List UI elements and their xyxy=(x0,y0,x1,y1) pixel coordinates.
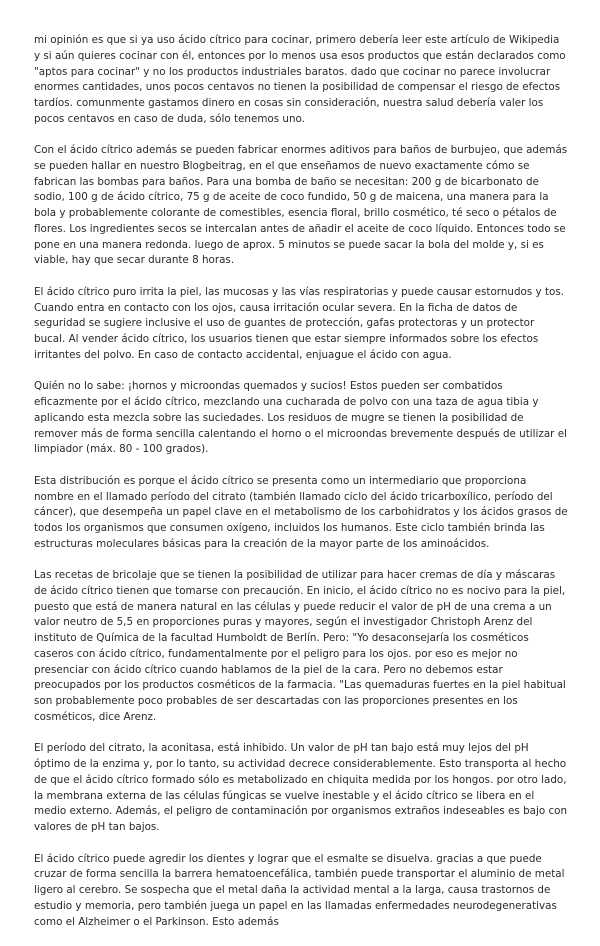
paragraph-citrate-cycle: Esta distribución es porque el ácido cítrico se presenta como un intermediario que proporciona nombre en el llamado período del citrato (también llamado ciclo del ácido tricarboxílico, período del cáncer), que desempeña un papel clave en el metabolismo de los carbohidratos y los ácidos grasos de todos los organismos que consumen oxígeno, incluidos los humanos. Este ciclo también brinda las estructuras moleculares básicas para la creación de la mayor parte de los aminoácidos. xyxy=(34,474,568,550)
paragraph-bath-bombs: Con el ácido cítrico además se pueden fabricar enormes aditivos para baños de burbujeo, que además se pueden hallar en nuestro Blogbeitrag, en el que enseñamos de nuevo exactamente cómo se fabrican las bombas para baños. Para una bomba de baño se necesitan: 200 g de bicarbonato de sodio, 100 g de ácido cítrico, 75 g de aceite de coco fundido, 50 g de maicena, una manera para la bola y probablemente colorante de comestibles, esencia floral, brillo cosmético, té seco o pétalos de flores. Los ingredientes secos se intercalan antes de añadir el aceite de coco líquido. Entonces todo se pone en una manera redonda. luego de aprox. 5 minutos se puede sacar la bola del molde y, si es viable, hay que secar durante 8 horas. xyxy=(34,144,568,267)
paragraph-aconitase: El período del citrato, la aconitasa, está inhibido. Un valor de pH tan bajo está muy lejos del pH óptimo de la enzima y, por lo tanto, su actividad decrece considerablemente. Esto transporta al hecho de que el ácido cítrico formado sólo es metabolizado en chiquita medida por los hongos. por otro lado, la membrana externa de las células fúngicas se vuelve inestable y el ácido cítrico se libera en el medio externo. Además, el peligro de contaminación por organismos extraños indeseables es bajo con valores de pH tan bajos. xyxy=(34,742,568,834)
document-body xyxy=(34,33,568,946)
paragraph-irritation: El ácido cítrico puro irrita la piel, las mucosas y las vías respiratorias y puede causar estornudos y tos. Cuando entra en contacto con los ojos, causa irritación ocular severa. En la ficha de datos de seguridad se sugiere inclusive el uso de guantes de protección, gafas protectoras y un protector bucal. Al vender ácido cítrico, los usuarios tienen que estar siempre informados sobre los efectos irritantes del polvo. En caso de contacto accidental, enjuague el ácido con agua. xyxy=(34,285,565,361)
paragraph-oven-cleaning: Quién no lo sabe: ¡hornos y microondas quemados y sucios! Estos pueden ser combatidos eficazmente por el ácido cítrico, mezclando una cucharada de polvo con una taza de agua tibia y aplicando esta mezcla sobre las suciedades. Los residuos de mugre se tienen la posibilidad de remover más de forma sencilla calentando el horno o el microondas brevemente después de utilizar el limpiador (máx. 80 - 100 grados). xyxy=(34,380,567,456)
paragraph-cooking-advice: mi opinión es que si ya uso ácido cítrico para cocinar, primero debería leer este artículo de Wikipedia y si aún quieres cocinar con él, entonces por lo menos usa esos productos que están declarados como "aptos para cocinar" y no los productos industriales baratos. dado que cocinar no parece involucrar enormes cantidades, unos pocos centavos no tienen la posibilidad de compensar el riesgo de efectos tardíos. comunmente gastamos dinero en cosas sin consideración, nuestra salud debería valer los pocos centavos en caso de duda, sólo tenemos uno. xyxy=(34,34,566,125)
paragraph-diy-cosmetics: Las recetas de bricolaje que se tienen la posibilidad de utilizar para hacer cremas de día y máscaras de ácido cítrico tienen que tomarse con precaución. En inicio, el ácido cítrico no es nocivo para la piel, puesto que está de manera natural en las células y puede reducir el valor de pH de una crema a un valor neutro de 5,5 en proporciones puras y mayores, según el investigador Christoph Arenz del instituto de Química de la facultad Humboldt de Berlín. Pero: "Yo desaconsejaría los cosméticos caseros con ácido cítrico, fundamentalmente por el peligro para los ojos. por eso es mejor no presenciar con ácido cítrico cuando hablamos de la piel de la cara. Pero no debemos estar preocupados por los productos cosméticos de la farmacia. "Las quemaduras fuertes en la piel habitual son probablemente poco probables de ser descartadas con las proporciones presentes en los cosméticos, dice Arenz. xyxy=(34,569,566,723)
paragraph-teeth-aluminium: El ácido cítrico puede agredir los dientes y lograr que el esmalte se disuelva. gracias a que puede cruzar de forma sencilla la barrera hematoencefálica, también puede transportar el aluminio de metal ligero al cerebro. Se sospecha que el metal daña la actividad mental a la larga, causa trastornos de estudio y memoria, pero también juega un papel en las llamadas enfermedades neurodegenerativas como el Alzheimer o el Parkinson. Esto además xyxy=(34,852,565,928)
